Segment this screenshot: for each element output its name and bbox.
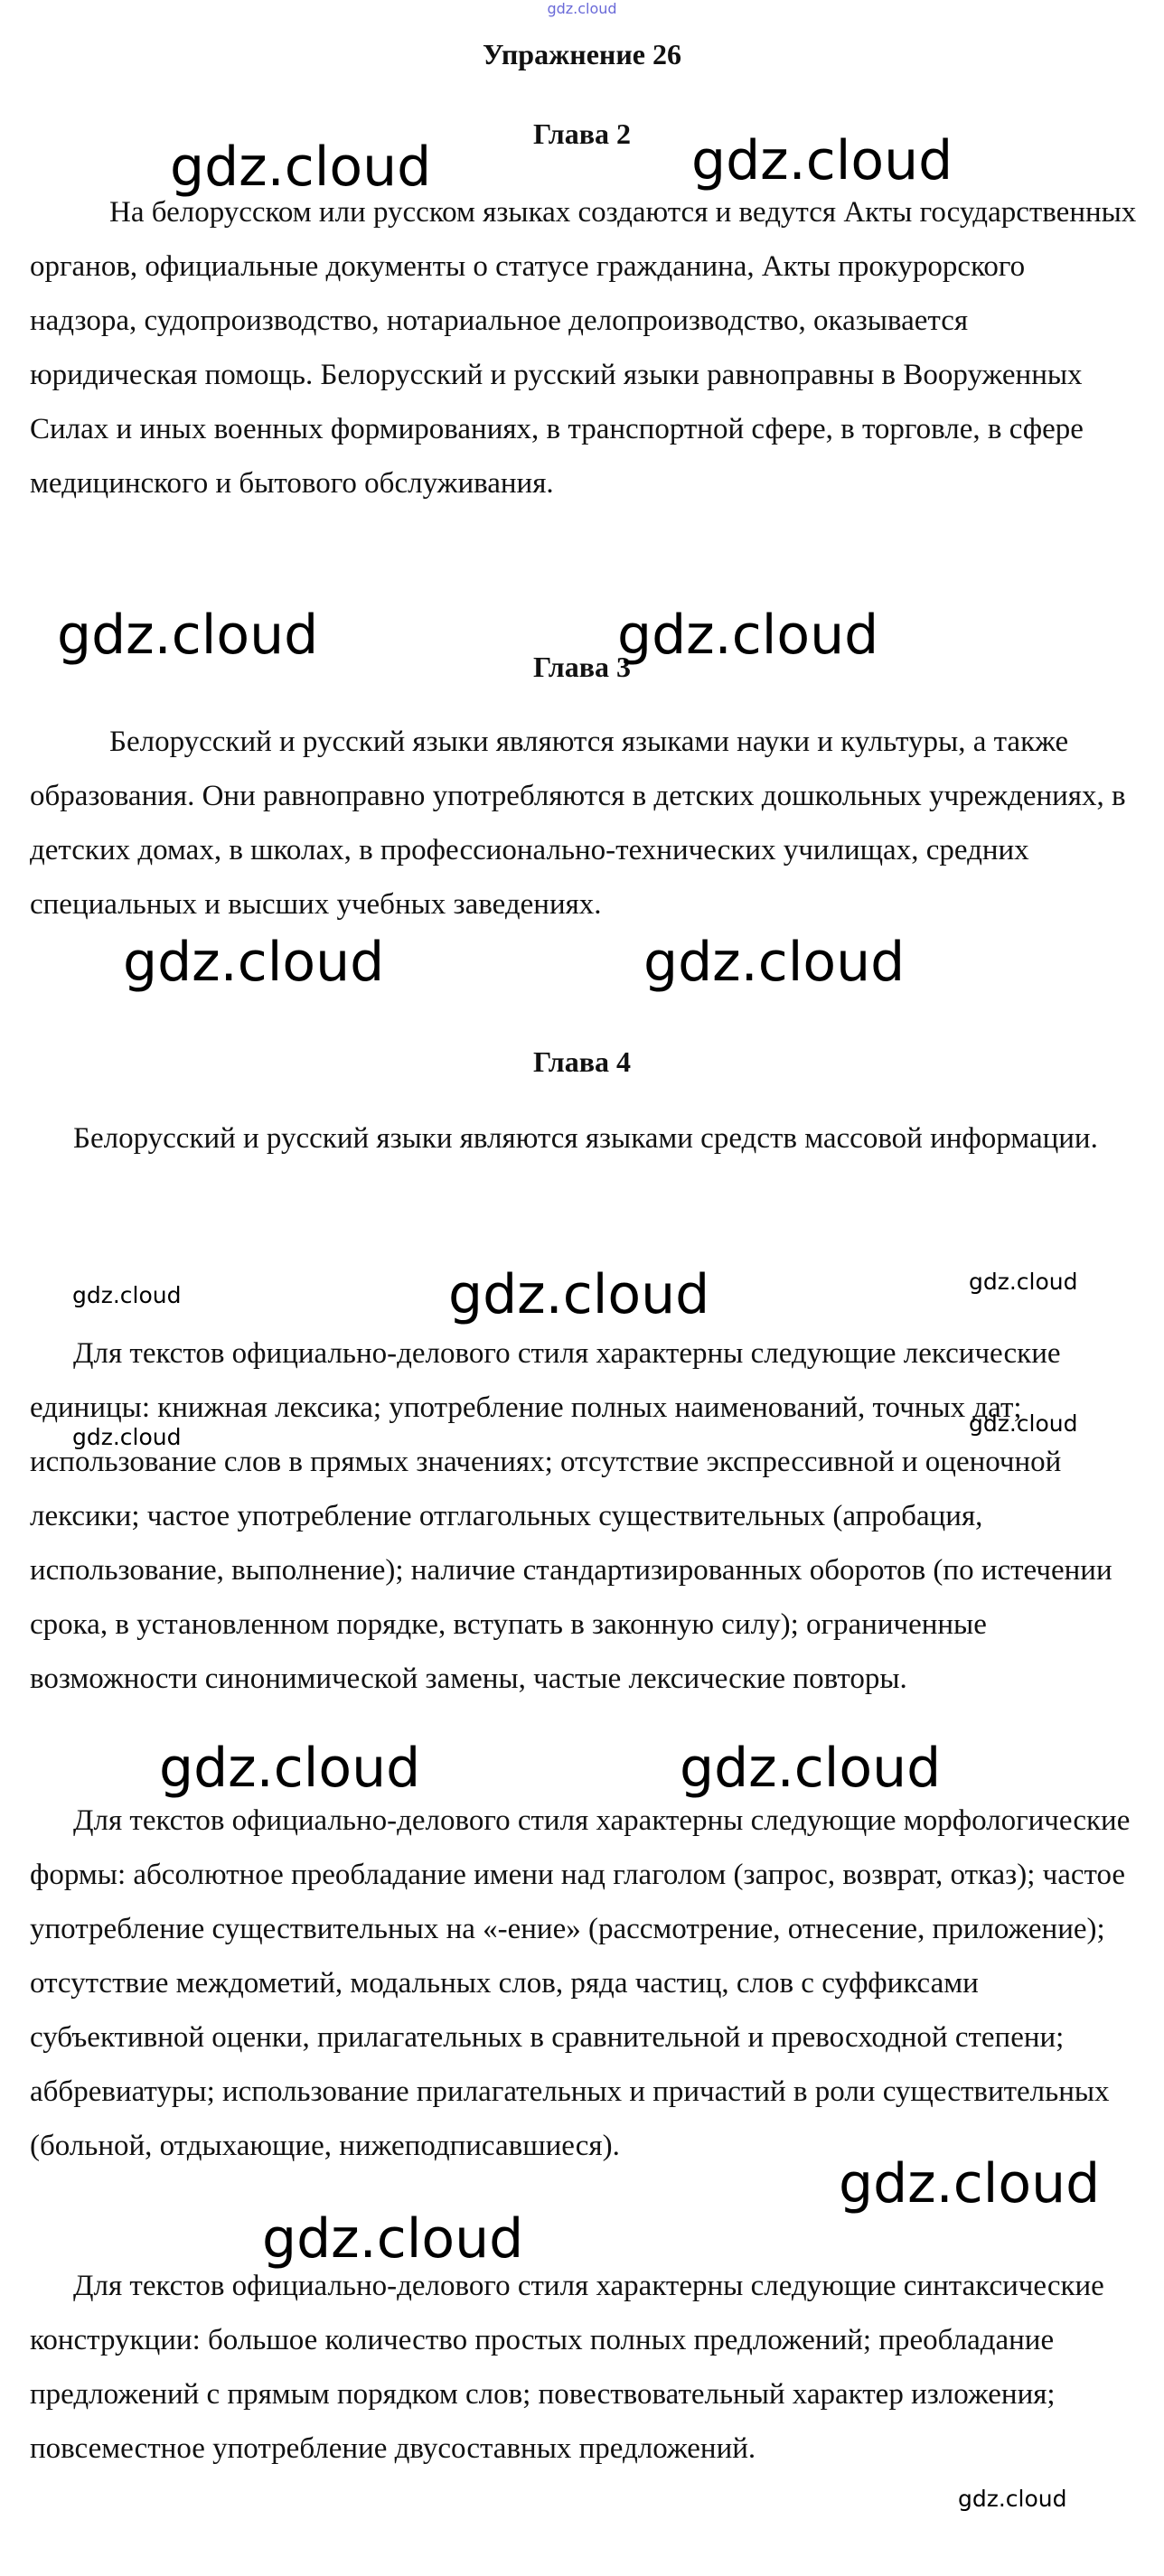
watermark: gdz.cloud xyxy=(617,604,879,667)
watermark: gdz.cloud xyxy=(969,1269,1078,1295)
watermark: gdz.cloud xyxy=(262,2207,524,2271)
chapter-2-heading: Глава 2 xyxy=(533,117,631,150)
watermark: gdz.cloud xyxy=(691,129,953,192)
watermark: gdz.cloud xyxy=(839,2152,1101,2215)
chapter-3-text: Белорусский и русский языки являются языками науки и культуры, а также образования. Они равноправно употребляются в детских дошкольных учреждениях, в детских домах, в школах, в профессионально-технических училищах, средних специальных и высших учебных заведениях. xyxy=(30,726,1126,921)
chapter-4-heading: Глава 4 xyxy=(533,1045,631,1078)
chapter-3-heading: Глава 3 xyxy=(533,651,631,683)
watermark: gdz.cloud xyxy=(448,1263,710,1326)
morphological-features-paragraph: Для текстов официально-делового стиля характерны следующие морфологические формы: абсолютное преобладание имени над глаголом (запрос, возврат, отказ); частое употребление существительных на «-ение» (рассмотрение, отнесение, приложение); отсутствие междометий, модальных слов, ряда частиц, слов с суффиксами субъективной оценки, прилагательных в сравнительной и превосходной степени; аббревиатуры; использование прилагательных и причастий в роли существительных (больной, отдыхающие, нижеподписавшиеся). xyxy=(30,1804,1131,2162)
chapter-4-text: Белорусский и русский языки являются языками средств массовой информации. xyxy=(73,1122,1098,1155)
syntactic-features-paragraph: Для текстов официально-делового стиля характерны следующие синтаксические конструкции: большое количество простых полных предложений; преобладание предложений с прямым порядком слов; повествовательный характер изложения; повсеместное употребление двусоставных предложений. xyxy=(30,2270,1104,2465)
watermark: gdz.cloud xyxy=(72,1424,182,1450)
watermark: gdz.cloud xyxy=(643,931,906,994)
watermark: gdz.cloud xyxy=(680,1737,942,1800)
watermark: gdz.cloud xyxy=(969,1410,1078,1437)
watermark: gdz.cloud xyxy=(159,1737,421,1800)
exercise-title: Упражнение 26 xyxy=(482,38,681,70)
watermark: gdz.cloud xyxy=(170,136,432,199)
watermark: gdz.cloud xyxy=(123,931,385,994)
chapter-2-text: На белорусском или русском языках создаются и ведутся Акты государственных органов, официальные документы о статусе гражданина, Акты прокурорского надзора, судопроизводство, нотариальное делопроизводство, оказывается юридическая помощь. Белорусский и русский языки равноправны в Вооруженных Силах и иных военных формированиях, в транспортной сфере, в торговле, в сфере медицинского и бытового обслуживания. xyxy=(30,196,1137,500)
watermark: gdz.cloud xyxy=(958,2486,1067,2512)
lexical-features-paragraph: Для текстов официально-делового стиля характерны следующие лексические единицы: книжная лексика; употребление полных наименований, точных дат; использование слов в прямых значениях; отсутствие экспрессивной и оценочной лексики; частое употребление отглагольных существительных (апробация, использование, выполнение); наличие стандартизированных оборотов (по истечении срока, в установленном порядке, вступать в законную силу); ограниченные возможности синонимической замены, частые лексические повторы. xyxy=(30,1337,1112,1695)
watermark: gdz.cloud xyxy=(72,1282,182,1308)
source-watermark: gdz.cloud xyxy=(547,0,617,17)
watermark: gdz.cloud xyxy=(57,604,319,667)
